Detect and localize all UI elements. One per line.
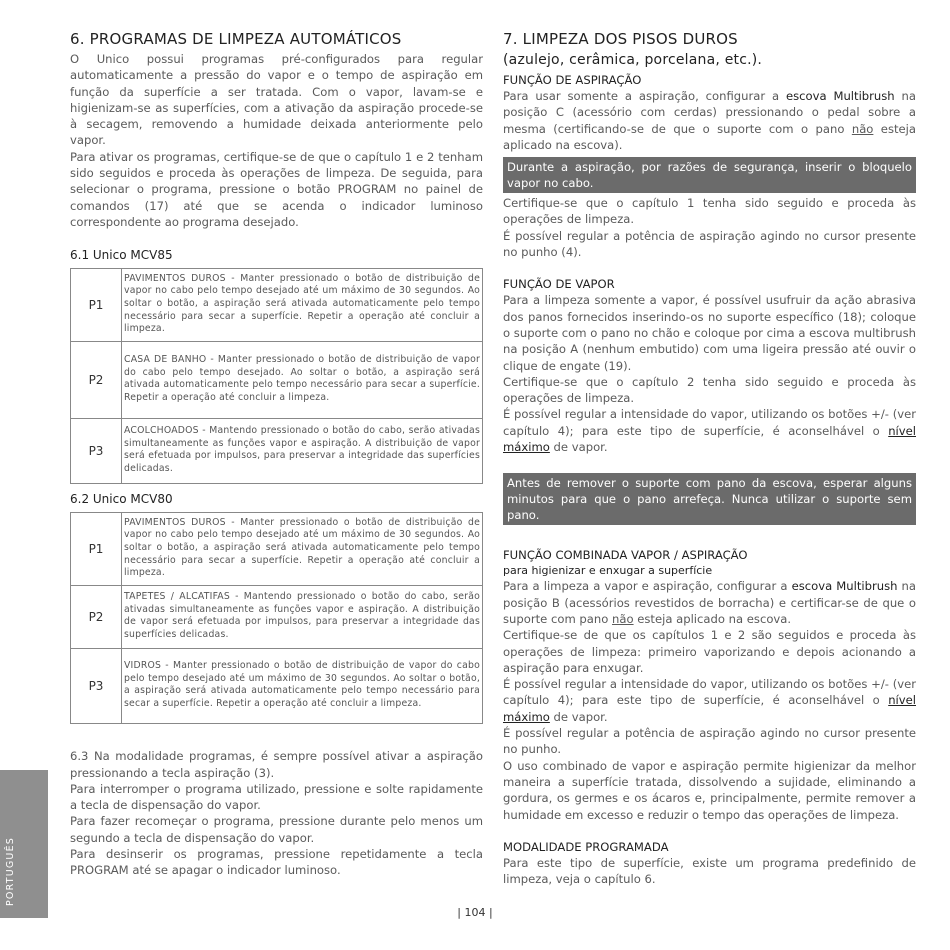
aspiracao-safety-notice: Durante a aspiração, por razões de segurança, inserir o bloquelo vapor no cabo. <box>503 157 916 193</box>
program-code: P1 <box>71 269 122 342</box>
combinada-paragraph-5: O uso combinado de vapor e aspiração permite higienizar da melhor maneira a superfície tratada, dissolvendo a sujidade, eliminando a gordura, os germes e os ácaros e, principalmente, permite remover a humidade em excesso e reduzir o tempo das operações de limpeza. <box>503 758 916 822</box>
section-6-intro-1: O Unico possui programas pré-configurados para regular automaticamente a pressão do vapor e o tempo de aspiração em função da superfície a ser tratada. Com o vapor, lavam-se e higienizam-se as superfícies, com a ativação da aspiração procede-se à secagem, removendo a humidade deixada anteriormente pelo vapor. <box>70 52 483 148</box>
aspiracao-paragraph-3: É possível regular a potência de aspiração agindo no cursor presente no punho (4). <box>503 228 916 260</box>
section-7-title-line2: (azulejo, cerâmica, porcelana, etc.). <box>503 52 763 68</box>
program-description: TAPETES / ALCATIFAS - Mantendo pressionado o botão do cabo, serão ativadas simultaneamente as funções vapor e aspiração. A distribuição de vapor será efetuada por impulsos, para preservar a integridade das superfícies delicadas. <box>122 586 483 649</box>
combinada-paragraph-4: É possível regular a potência de aspiração agindo no cursor presente no punho. <box>503 726 916 757</box>
aspiracao-paragraph-2: Certifique-se que o capítulo 1 tenha sido seguido e proceda às operações de limpeza. <box>503 196 916 227</box>
section-6-3-p2: Para interromper o programa utilizado, pressione e solte rapidamente a tecla de dispensação do vapor. <box>70 781 483 813</box>
vapor-heading: FUNÇÃO DE VAPOR <box>503 277 615 292</box>
section-6-intro-2: Para ativar os programas, certifique-se de que o capítulo 1 e 2 tenham sido seguidos e proceda às operações de limpeza. De seguida, para selecionar o programa, pressione o botão PROGRAM no painel de comandos (17) até que se acenda o indicador luminoso correspondente ao programa desejado. <box>70 149 483 229</box>
mcv80-program-table <box>70 512 483 724</box>
vapor-paragraph-2: Certifique-se que o capítulo 2 tenha sido seguido e proceda às operações de limpeza. <box>503 374 916 406</box>
vapor-warning-notice: Antes de remover o suporte com pano da escova, esperar alguns minutos para que o pano arrefeça. Nunca utilizar o suporte sem pano. <box>503 473 916 525</box>
program-description: PAVIMENTOS DUROS - Manter pressionado o botão de distribuição de vapor no cabo pelo tempo desejado até um máximo de 30 segundos. Ao soltar o botão, a aspiração será ativada automaticamente pelo tempo necessário para secar a superfície. Repetir a operação até concluir a limpeza. <box>122 269 483 342</box>
vapor-paragraph-1: Para a limpeza somente a vapor, é possível usufruir da ação abrasiva dos panos fornecidos inserindo-os no suporte específico (18); coloque o suporte com o pano no chão e coloque por cima a escova multibrush na posição A (nenhum embutido) com uma ligeira pressão até ouvir o clique de engate (19). <box>503 293 916 373</box>
mcv85-program-table <box>70 268 483 484</box>
table-row <box>71 586 483 649</box>
combinada-paragraph-2: Certifique-se de que os capítulos 1 e 2 são seguidos e proceda às operações de limpeza: primeiro vaporizando e depois acionando a aspiração para enxugar. <box>503 628 916 675</box>
section-6-3-p4: Para desinserir os programas, pressione repetidamente a tecla PROGRAM até se apagar o indicador luminoso. <box>70 847 483 878</box>
table-row <box>71 649 483 724</box>
vapor-paragraph-3: É possível regular a intensidade do vapor, utilizando os botões +/- (ver capítulo 4); para este tipo de superfície, é aconselhável o nível máximo de vapor. <box>503 407 916 455</box>
section-7-title-line1: 7. LIMPEZA DOS PISOS DUROS <box>503 30 738 48</box>
section-6-3-p1: 6.3 Na modalidade programas, é sempre possível ativar a aspiração pressionando a tecla aspiração (3). <box>70 749 483 780</box>
combinada-paragraph-1: Para a limpeza a vapor e aspiração, configurar a escova Multibrush na posição B (acessórios revestidos de borracha) e certificar-se de que o suporte com pano não esteja aplicado na escova. <box>503 579 917 626</box>
combinada-paragraph-3: É possível regular a intensidade do vapor, utilizando os botões +/- (ver capítulo 4); para este tipo de superfície, é aconselhável o nível máximo de vapor. <box>503 677 916 724</box>
table-row <box>71 513 483 586</box>
page-number: | 104 | <box>457 906 493 919</box>
right-column <box>503 30 916 887</box>
section-6-3-p3: Para fazer recomeçar o programa, pressione durante pelo menos um segundo a tecla de dispensação do vapor. <box>70 814 483 845</box>
table-row <box>71 342 483 419</box>
combinada-heading: FUNÇÃO COMBINADA VAPOR / ASPIRAÇÃO <box>503 548 748 563</box>
program-description: PAVIMENTOS DUROS - Manter pressionado o botão de distribuição de vapor no cabo pelo tempo desejado até um máximo de 30 segundos. Ao soltar o botão, a aspiração será ativada automaticamente pelo tempo necessário para secar a superfície. Repetir a operação até concluir a limpeza. <box>122 513 483 586</box>
table-row <box>71 269 483 342</box>
aspiracao-heading: FUNÇÃO DE ASPIRAÇÃO <box>503 73 642 87</box>
table-row <box>71 419 483 484</box>
programada-paragraph: Para este tipo de superfície, existe um programa predefinido de limpeza, veja o capítulo 6. <box>503 855 916 887</box>
aspiracao-paragraph-1: Para usar somente a aspiração, configurar a escova Multibrush na posição C (acessório com cerdas) pressionando o pedal sobre a mesma (certificando-se de que o suporte com o pano não esteja aplicado na escova). <box>503 89 916 152</box>
program-description: CASA DE BANHO - Manter pressionado o botão de distribuição de vapor do cabo pelo tempo desejado. Ao soltar o botão, a aspiração será ativada automaticamente pelo tempo necessário para secar a superfície. Repetir a operação até concluir a limpeza. <box>122 342 483 419</box>
left-column <box>70 30 483 879</box>
program-code: P3 <box>71 649 122 724</box>
program-code: P2 <box>71 586 122 649</box>
program-code: P3 <box>71 419 122 484</box>
programada-heading: MODALIDADE PROGRAMADA <box>503 839 669 854</box>
program-code: P2 <box>71 342 122 419</box>
mcv80-heading: 6.2 Unico MCV80 <box>70 492 173 507</box>
mcv85-heading: 6.1 Unico MCV85 <box>70 248 173 263</box>
language-tab: PORTUGUÊS <box>0 770 48 918</box>
program-description: ACOLCHOADOS - Mantendo pressionado o botão do cabo, serão ativadas simultaneamente as funções vapor e aspiração. A distribuição de vapor será efetuada por impulsos, para preservar a integridade das superfícies delicadas. <box>122 419 483 484</box>
section-6-title: 6. PROGRAMAS DE LIMPEZA AUTOMÁTICOS <box>70 30 402 48</box>
program-description: VIDROS - Manter pressionado o botão de distribuição de vapor do cabo pelo tempo desejado até um máximo de 30 segundos. Ao soltar o botão, a aspiração será ativada automaticamente pelo tempo necessário para secar a superfície. Repetir a operação até concluir a limpeza. <box>122 649 483 724</box>
combinada-subheading: para higienizar e enxugar a superfície <box>503 564 713 578</box>
program-code: P1 <box>71 513 122 586</box>
